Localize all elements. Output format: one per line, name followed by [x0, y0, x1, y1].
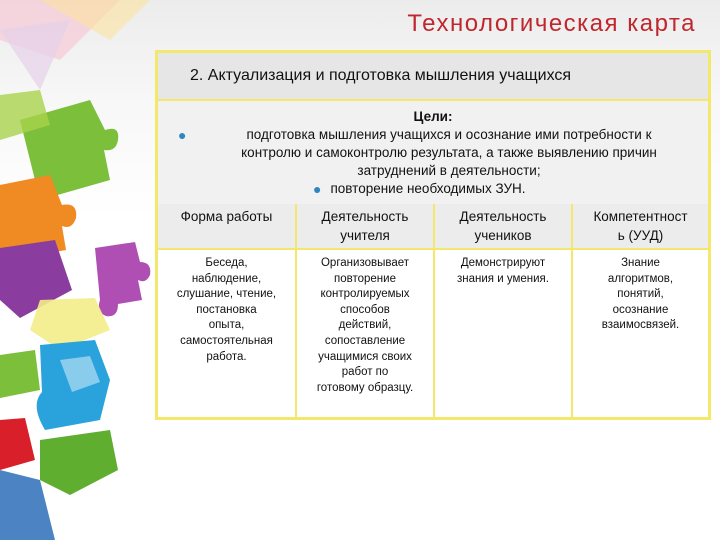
cell-text: Демонстрируют знания и умения.: [457, 257, 549, 285]
column-header: [433, 204, 571, 250]
column-header-text: Деятельность учителя: [321, 209, 409, 243]
table-cell: [433, 250, 571, 417]
column-header-text: Форма работы: [180, 209, 273, 224]
puzzle-decoration: [0, 0, 160, 540]
table-cell: [158, 250, 295, 417]
goal-text: повторение необходимых ЗУН.: [330, 181, 526, 196]
table-cell: [571, 250, 708, 417]
cell-text: Организовывает повторение контролируемых способов действий, сопоставление учащимися своих работ по готовому образцу.: [316, 257, 414, 394]
stage-title: 2. Актуализация и подготовка мышления учащихся: [158, 53, 708, 101]
goals-label: Цели:: [413, 109, 453, 124]
column-header-text: Деятельность учеников: [459, 209, 547, 243]
bullet-icon: ●: [313, 181, 322, 197]
goal-item: [158, 126, 708, 180]
tech-map-table: [155, 50, 711, 420]
column-header: [158, 204, 295, 250]
cell-text: Знание алгоритмов, понятий, осознание взаимосвязей.: [601, 257, 680, 332]
column-header: [295, 204, 433, 250]
column-header-text: Компетентност ь (УУД): [593, 209, 688, 243]
goal-text: подготовка мышления учащихся и осознание ими потребности к контролю и самоконтролю результата, а также выявлению причин затруднений в деятельности;: [241, 127, 657, 178]
goal-item: [158, 180, 708, 198]
bullet-icon: ●: [178, 127, 187, 143]
cell-text: Беседа, наблюдение, слушание, чтение, постановка опыта, самостоятельная работа.: [176, 257, 277, 363]
page-title: Технологическая карта: [407, 10, 696, 37]
column-header: [571, 204, 708, 250]
columns: [158, 204, 708, 417]
table-cell: [295, 250, 433, 417]
